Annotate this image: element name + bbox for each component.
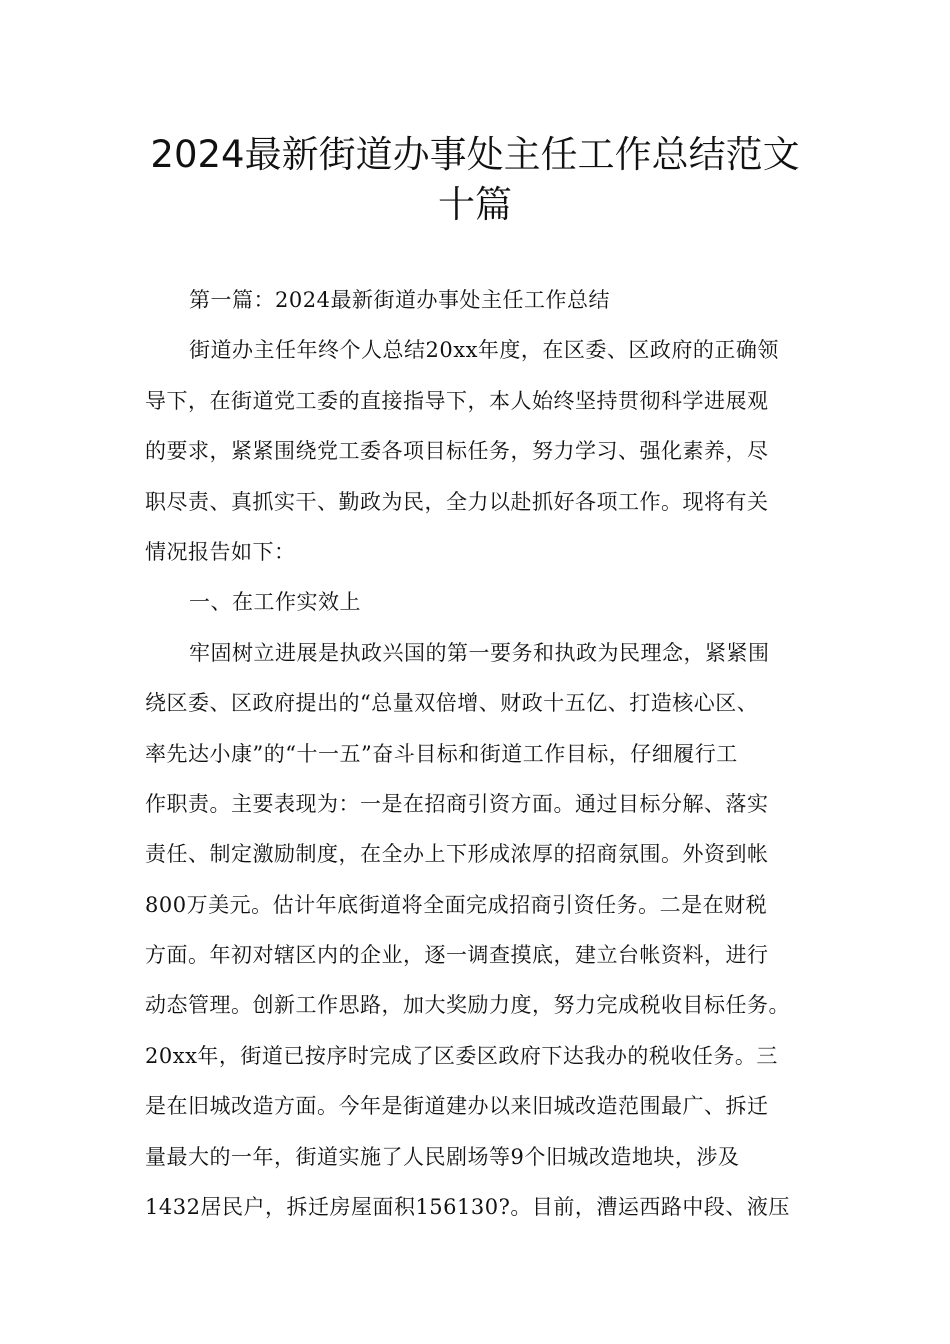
body-line: 20xx年，街道已按序时完成了区委区政府下达我办的税收任务。三 (145, 1043, 778, 1068)
body-line: 动态管理。创新工作思路，加大奖励力度，努力完成税收目标任务。 (145, 993, 790, 1018)
body-line: 1432居民户，拆迁房屋面积156130?。目前，漕运西路中段、液压 (145, 1195, 790, 1220)
section-heading-work-effectiveness: 一、在工作实效上 (189, 590, 361, 615)
document-body (145, 282, 845, 1239)
body-line: 职尽责、真抓实干、勤政为民，全力以赴抓好各项工作。现将有关 (145, 489, 769, 514)
body-line: 绕区委、区政府提出的“总量双倍增、财政十五亿、打造核心区、 (145, 691, 759, 716)
body-line: 量最大的一年，街道实施了人民剧场等9个旧城改造地块，涉及 (145, 1144, 740, 1169)
body-line: 情况报告如下： (145, 539, 296, 564)
body-line: 800万美元。估计年底街道将全面完成招商引资任务。二是在财税 (145, 892, 768, 917)
body-line: 作职责。主要表现为：一是在招商引资方面。通过目标分解、落实 (145, 791, 769, 816)
body-line: 街道办主任年终个人总结20xx年度，在区委、区政府的正确领 (189, 338, 779, 363)
body-line: 的要求，紧紧围绕党工委各项目标任务，努力学习、强化素养，尽 (145, 439, 769, 464)
document-title-line-2: 十篇 (438, 183, 512, 226)
body-line: 方面。年初对辖区内的企业，逐一调查摸底，建立台帐资料，进行 (145, 943, 769, 968)
body-line: 责任、制定激励制度，在全办上下形成浓厚的招商氛围。外资到帐 (145, 842, 769, 867)
section-heading-first-article: 第一篇：2024最新街道办事处主任工作总结 (189, 288, 610, 312)
document-title-line-1: 2024最新街道办事处主任工作总结范文 (150, 133, 800, 176)
body-line: 是在旧城改造方面。今年是街道建办以来旧城改造范围最广、拆迁 (145, 1094, 769, 1119)
body-line: 导下，在街道党工委的直接指导下，本人始终坚持贯彻科学进展观 (145, 388, 769, 413)
body-line: 率先达小康”的“十一五”奋斗目标和街道工作目标，仔细履行工 (145, 741, 738, 766)
body-line: 牢固树立进展是执政兴国的第一要务和执政为民理念，紧紧围 (189, 640, 770, 665)
